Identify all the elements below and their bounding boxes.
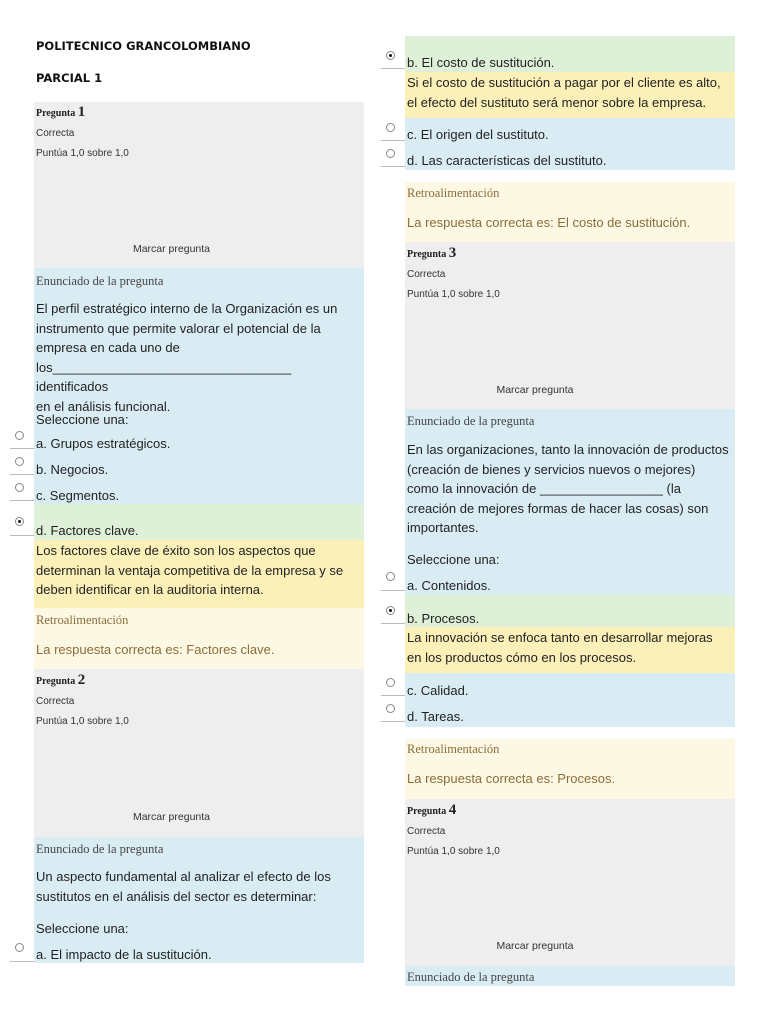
q1-explanation: Los factores clave de éxito son los aspectos que determinan la ventaja competitiva de la empresa y se deben identificar en la auditoria interna. [36, 543, 344, 597]
q3-radio-d[interactable] [386, 704, 395, 713]
q4-flag-link[interactable]: Marcar pregunta [496, 940, 574, 952]
q1-option-c[interactable]: c. Segmentos. [36, 488, 120, 503]
q1-stem-text: El perfil estratégico interno de la Organización es un instrumento que permite valorar el potencial de la empresa en cada uno de los_________________________________ identificados en el análisis funcional. [36, 301, 338, 414]
q4-heading: Pregunta 4 [407, 802, 457, 818]
q4-stem-box [405, 966, 735, 986]
q2-feedback-title: Retroalimentación [407, 186, 500, 200]
q3-radio-a[interactable] [386, 572, 395, 581]
q2-radio-d[interactable] [386, 149, 395, 158]
q3-info-box [405, 242, 735, 409]
divider [381, 590, 405, 591]
q3-radio-b-selected[interactable] [386, 606, 395, 615]
q1-heading: Pregunta 1 [36, 104, 86, 120]
divider [381, 695, 405, 696]
q3-stem-box [405, 409, 735, 595]
institution-title: POLITECNICO GRANCOLOMBIANO [36, 39, 251, 53]
q1-correct-answer: La respuesta correcta es: Factores clave. [36, 642, 275, 657]
q2-stem-text: Un aspecto fundamental al analizar el efecto de los sustitutos en el análisis del sector es determinar: [36, 869, 331, 904]
q3-feedback-box [405, 739, 735, 799]
q2-selected-option-box [405, 36, 735, 72]
q2-option-b[interactable]: b. El costo de sustitución. [407, 55, 555, 70]
q1-option-a[interactable]: a. Grupos estratégicos. [36, 436, 171, 451]
divider [10, 500, 34, 501]
q3-option-a[interactable]: a. Contenidos. [407, 578, 491, 593]
q3-option-d[interactable]: d. Tareas. [407, 709, 464, 724]
q1-stem-box [34, 268, 364, 504]
q4-stem-title: Enunciado de la pregunta [407, 970, 535, 984]
q3-option-b[interactable]: b. Procesos. [407, 611, 480, 626]
q2-explanation-box [405, 72, 735, 118]
divider [10, 961, 34, 962]
q2-radio-c[interactable] [386, 123, 395, 132]
q1-feedback-title: Retroalimentación [36, 613, 129, 627]
q3-score: Puntúa 1,0 sobre 1,0 [407, 289, 500, 300]
q3-correct-answer: La respuesta correcta es: Procesos. [407, 771, 616, 786]
divider [10, 448, 34, 449]
q1-explanation-box [34, 540, 364, 608]
q2-radio-b-selected[interactable] [386, 51, 395, 60]
q4-score: Puntúa 1,0 sobre 1,0 [407, 846, 500, 857]
q3-stem-title: Enunciado de la pregunta [407, 414, 535, 428]
q2-info-box [34, 669, 364, 837]
divider [381, 68, 405, 69]
q1-radio-b[interactable] [15, 457, 24, 466]
q3-radio-c[interactable] [386, 678, 395, 687]
q1-radio-c[interactable] [15, 483, 24, 492]
exam-title: PARCIAL 1 [36, 71, 103, 85]
q2-stem-box [34, 837, 364, 963]
divider [10, 474, 34, 475]
q2-status: Correcta [36, 696, 75, 707]
q3-option-c[interactable]: c. Calidad. [407, 683, 469, 698]
q2-option-d[interactable]: d. Las características del sustituto. [407, 153, 607, 168]
q3-feedback-title: Retroalimentación [407, 742, 500, 756]
q2-correct-answer: La respuesta correcta es: El costo de sustitución. [407, 215, 691, 230]
q3-select-prompt: Seleccione una: [407, 552, 500, 567]
q1-select-prompt: Seleccione una: [36, 412, 129, 427]
q3-options-box [405, 673, 735, 727]
q1-selected-option-box [34, 504, 364, 540]
q2-option-c[interactable]: c. El origen del sustituto. [407, 127, 549, 142]
q2-explanation: Si el costo de sustitución a pagar por el cliente es alto, el efecto del sustituto será menor sobre la empresa. [407, 75, 721, 110]
q1-feedback-box [34, 608, 364, 669]
divider [381, 166, 405, 167]
q2-select-prompt: Seleccione una: [36, 921, 129, 936]
q3-flag-link[interactable]: Marcar pregunta [496, 384, 574, 396]
q1-info-box [34, 102, 364, 268]
q3-selected-option-box [405, 595, 735, 627]
q3-explanation: La innovación se enfoca tanto en desarrollar mejoras en los productos cómo en los procesos. [407, 630, 713, 665]
q2-feedback-box [405, 182, 735, 242]
q2-radio-a[interactable] [15, 943, 24, 952]
q1-score: Puntúa 1,0 sobre 1,0 [36, 148, 129, 159]
q2-heading: Pregunta 2 [36, 672, 86, 688]
divider [381, 721, 405, 722]
q1-radio-d-selected[interactable] [15, 517, 24, 526]
q2-option-a[interactable]: a. El impacto de la sustitución. [36, 947, 212, 962]
q2-score: Puntúa 1,0 sobre 1,0 [36, 716, 129, 727]
q1-radio-a[interactable] [15, 431, 24, 440]
q2-options-box [405, 118, 735, 170]
q3-stem-text: En las organizaciones, tanto la innovación de productos (creación de bienes y servicios nuevos o mejores) como la innovación de _________________ (la creación de mejores formas de hacer las cosas) son importantes. [407, 442, 729, 535]
q2-stem-title: Enunciado de la pregunta [36, 842, 164, 856]
q1-option-d[interactable]: d. Factores clave. [36, 523, 139, 538]
q3-explanation-box [405, 627, 735, 673]
q2-flag-link[interactable]: Marcar pregunta [132, 811, 211, 823]
divider [381, 140, 405, 141]
q3-heading: Pregunta 3 [407, 245, 457, 261]
q1-option-b[interactable]: b. Negocios. [36, 462, 109, 477]
divider [381, 623, 405, 624]
q3-status: Correcta [407, 269, 446, 280]
q1-flag-link[interactable]: Marcar pregunta [132, 243, 211, 255]
q4-status: Correcta [407, 826, 446, 837]
q1-status: Correcta [36, 128, 75, 139]
divider [10, 535, 34, 536]
q4-info-box [405, 799, 735, 966]
q1-stem-title: Enunciado de la pregunta [36, 274, 164, 288]
